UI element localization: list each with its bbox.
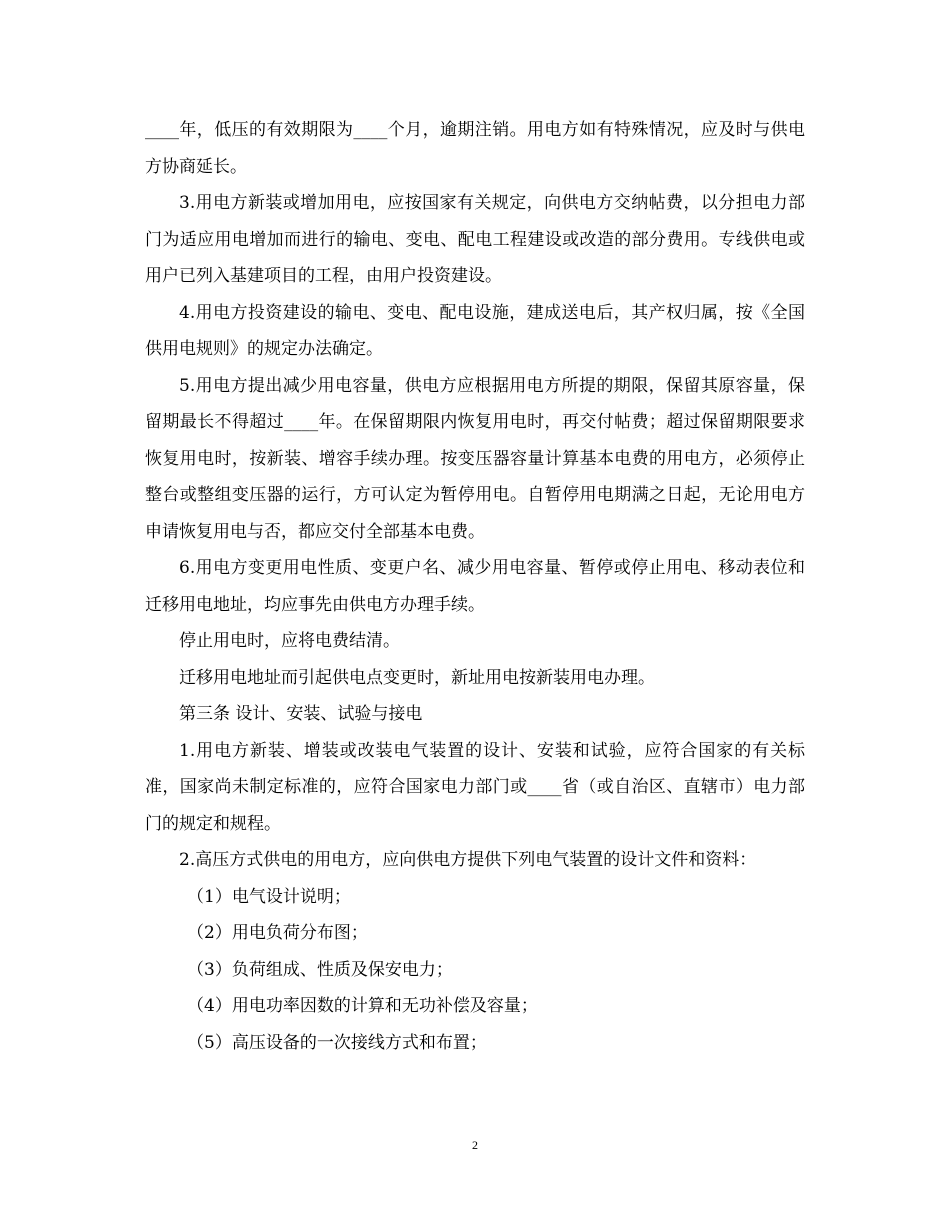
paragraph-stop-usage: 停止用电时，应将电费结清。 — [179, 631, 400, 651]
article-3-heading: 第三条 设计、安装、试验与接电 — [179, 704, 423, 724]
paragraph-item-5: 5.用电方提出减少用电容量，供电方应根据用电方所提的期限，保留其原容量，保留期最长不得超过____年。在保留期限内恢复用电时，再交付帖费；超过保留期限要求恢复用电时，按新装、增容手续办理。按变压器容量计算基本电费的用电方，必须停止整台或整组变压器的运行，方可认定为暂停用电。自暂停用电期满之日起，无论用电方申请恢复用电与否，都应交付全部基本电费。 — [145, 375, 805, 542]
paragraph-article-3-item-2: 2.高压方式供电的用电方，应向供电方提供下列电气装置的设计文件和资料： — [179, 850, 757, 870]
paragraph-relocation: 迁移用电地址而引起供电点变更时，新址用电按新装用电办理。 — [179, 667, 655, 688]
page-number: 2 — [472, 1138, 478, 1152]
paragraph-continuation: ____年，低压的有效期限为____个月，逾期注销。用电方如有特殊情况，应及时与供电方协商延长。 — [145, 120, 805, 177]
list-item: （3）负荷组成、性质及保安电力； — [187, 959, 453, 980]
list-item: （4）用电功率因数的计算和无功补偿及容量； — [187, 996, 538, 1016]
list-item: （1）电气设计说明； — [187, 886, 351, 907]
list-item: （2）用电负荷分布图； — [187, 923, 368, 943]
paragraph-item-4: 4.用电方投资建设的输电、变电、配电设施，建成送电后，其产权归属，按《全国供用电规则》的规定办法确定。 — [145, 302, 805, 359]
paragraph-item-6: 6.用电方变更用电性质、变更户名、减少用电容量、暂停或停止用电、移动表位和迁移用电地址，均应事先由供电方办理手续。 — [145, 558, 805, 615]
document-body — [145, 112, 805, 1061]
paragraph-article-3-item-1: 1.用电方新装、增装或改装电气装置的设计、安装和试验，应符合国家的有关标准，国家尚未制定标准的，应符合国家电力部门或____省（或自治区、直辖市）电力部门的规定和规程。 — [145, 740, 805, 834]
list-item: （5）高压设备的一次接线方式和布置； — [187, 1032, 487, 1053]
paragraph-item-3: 3.用电方新装或增加用电，应按国家有关规定，向供电方交纳帖费，以分担电力部门为适应用电增加而进行的输电、变电、配电工程建设或改造的部分费用。专线供电或用户已列入基建项目的工程，由用户投资建设。 — [145, 193, 805, 286]
